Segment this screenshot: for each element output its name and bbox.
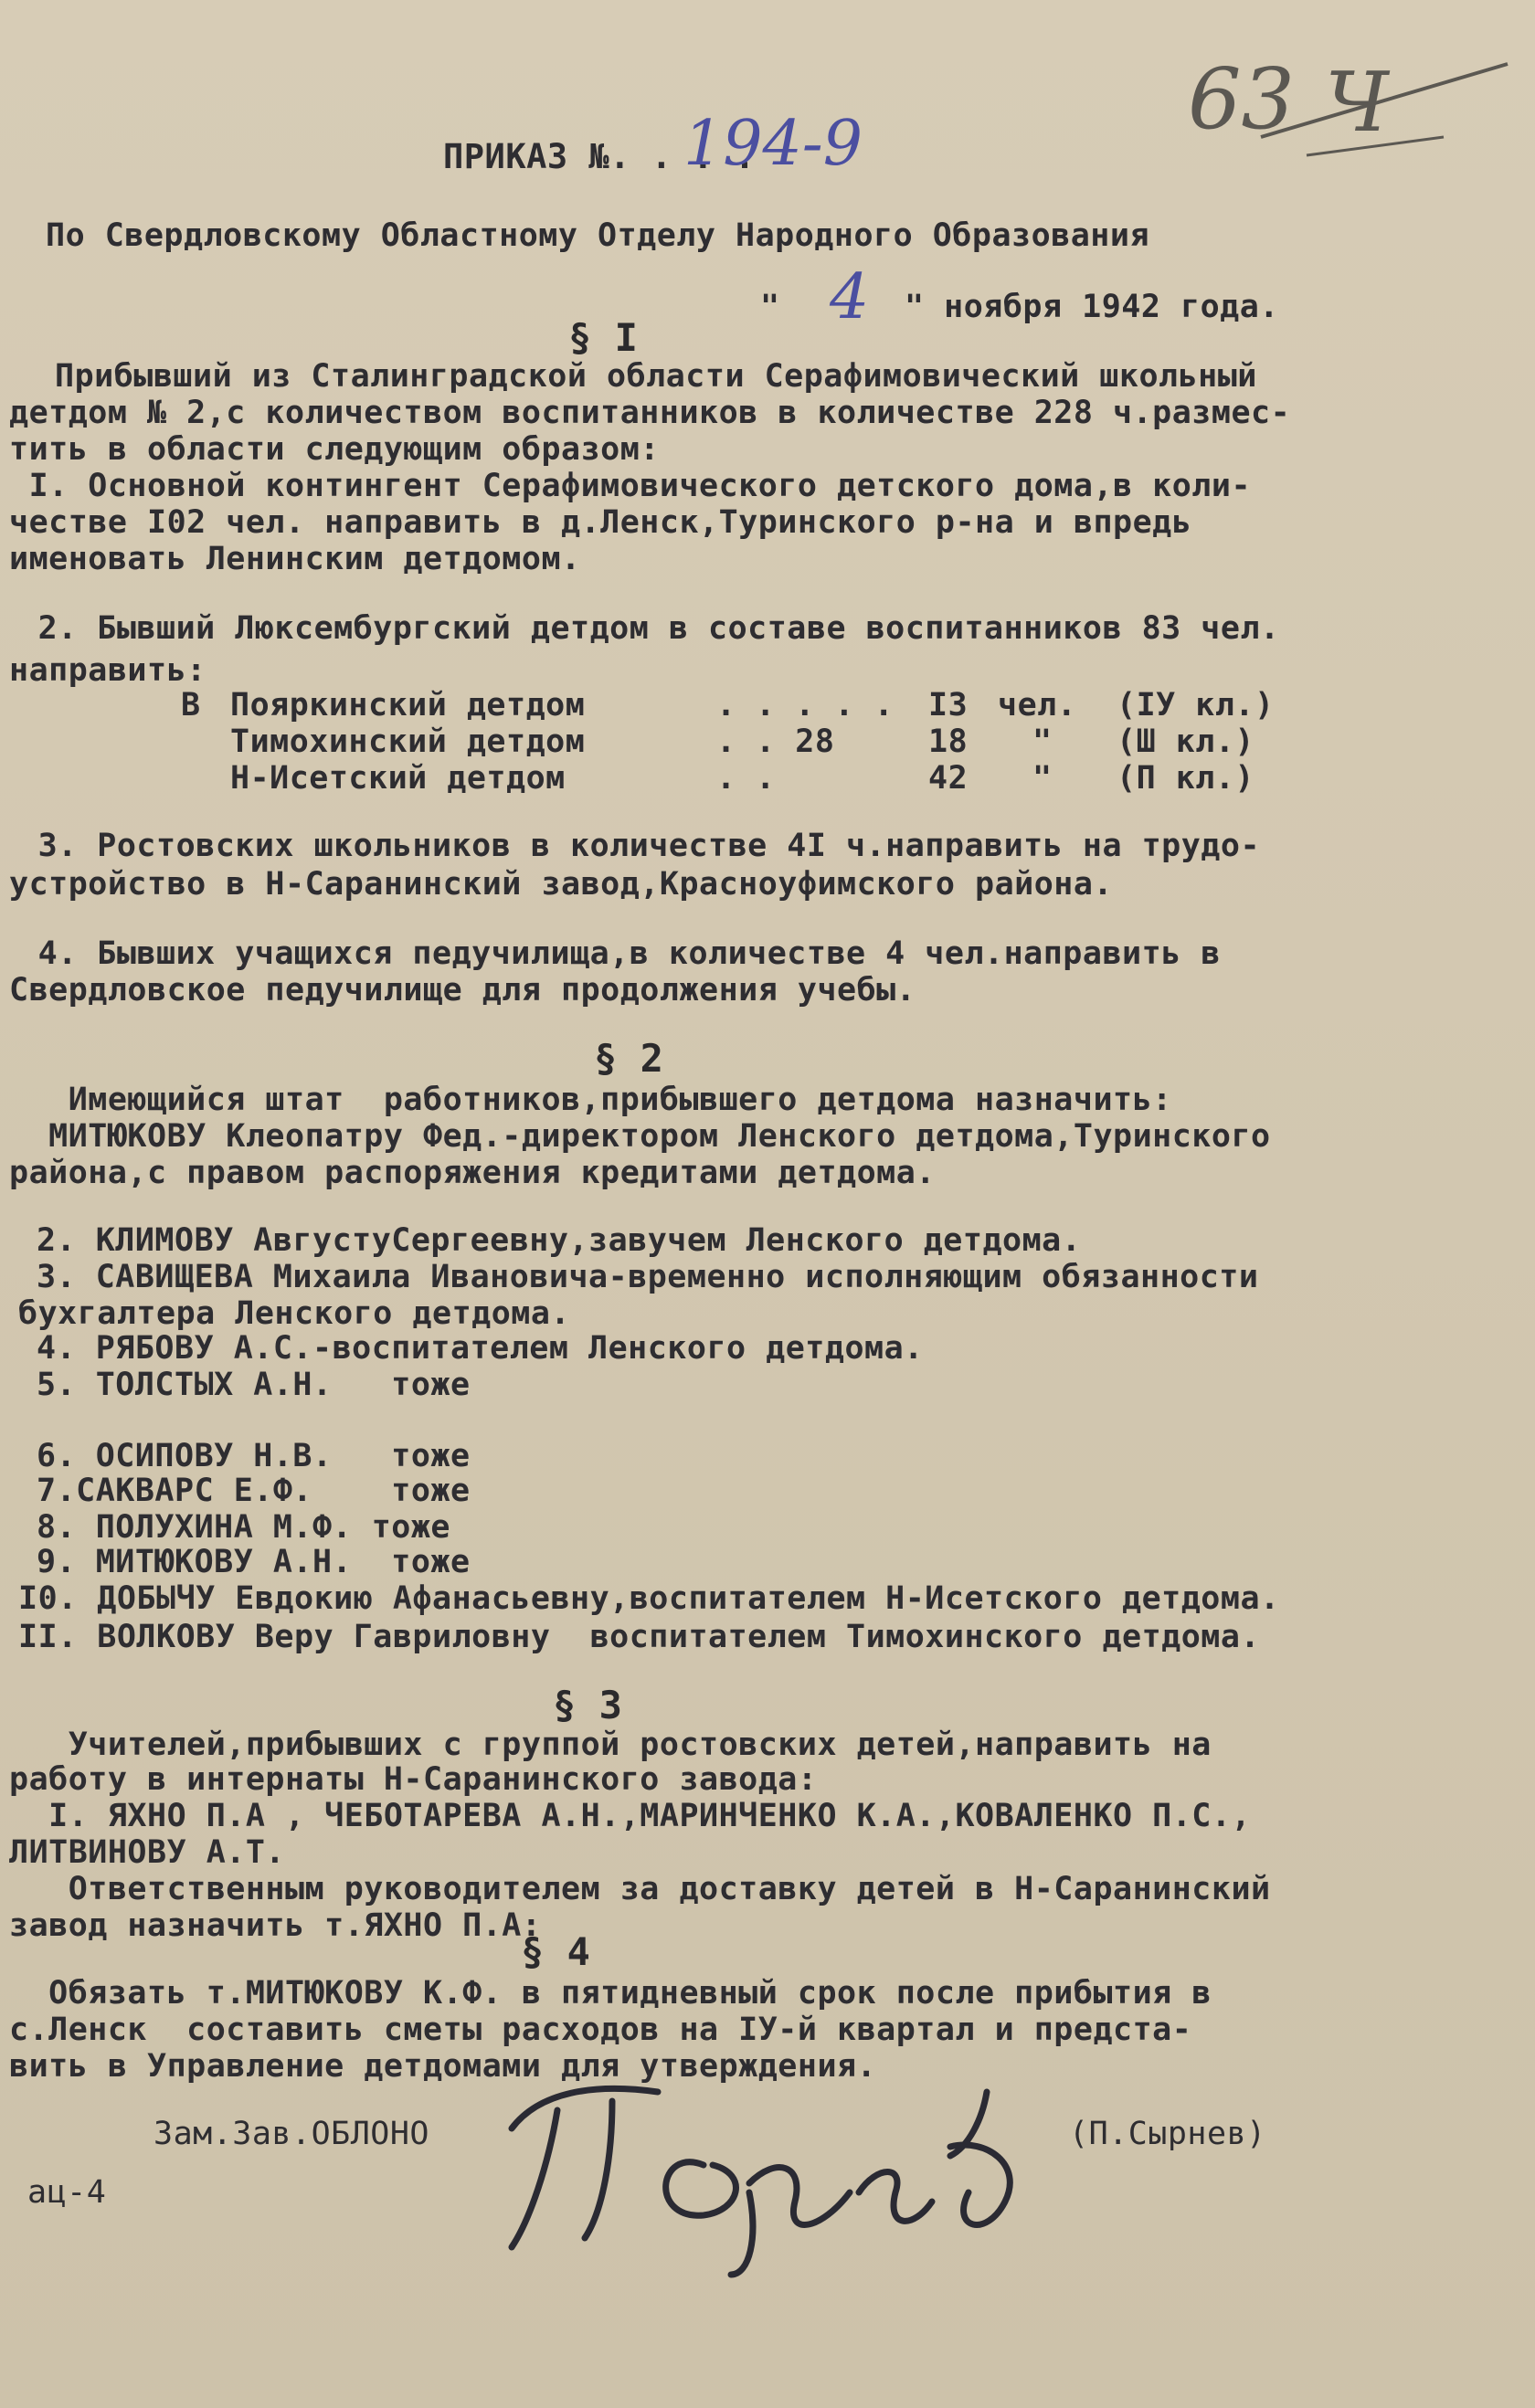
section-3-line: завод назначить т.ЯХНО П.А: <box>9 1907 542 1944</box>
section-4-line: с.Ленск составить сметы расходов на IУ-й квартал и предста- <box>9 2012 1192 2048</box>
appointment-line: II. ВОЛКОВУ Веру Гавриловну воспитателем Тимохинского детдома. <box>18 1619 1261 1655</box>
distribution-count: 18 <box>928 723 969 760</box>
appointment-line: 5. ТОЛСТЫХ А.Н. тоже <box>37 1367 471 1403</box>
order-title: ПРИКАЗ №. . . . <box>443 137 756 176</box>
distribution-prefix: В <box>181 687 201 723</box>
appointment-line: 7.САКВАРС Е.Ф. тоже <box>37 1473 471 1509</box>
appointment-line: 2. КЛИМОВУ АвгустуСергеевну,завучем Ленского детдома. <box>37 1222 1082 1259</box>
date-day: 4 <box>830 261 870 333</box>
distribution-count: 42 <box>928 760 969 797</box>
signatory-position: Зам.Зав.ОБЛОНО <box>154 2116 430 2152</box>
item-4-line-1: 4. Бывших учащихся педучилища,в количестве 4 чел.направить в <box>18 935 1221 972</box>
section-2-intro-line-3: района,с правом распоряжения кредитами детдома. <box>9 1155 936 1191</box>
signatory-name: (П.Сырнев) <box>1069 2116 1266 2152</box>
section-3-heading: § 3 <box>553 1683 622 1727</box>
archive-mark: 63 <box>1188 50 1296 148</box>
section-4-line: Обязать т.МИТЮКОВУ К.Ф. в пятидневный срок после прибытия в <box>9 1975 1212 2012</box>
appointment-line: I0. ДОБЫЧУ Евдокию Афанасьевну,воспитателем Н-Исетского детдома. <box>18 1580 1280 1617</box>
distribution-dots: . . . . . <box>716 687 895 723</box>
item-2-line-2: направить: <box>9 652 206 689</box>
department-title: По Свердловскому Областному Отделу Народного Образования <box>46 217 1150 254</box>
distribution-dots: . . 28 <box>716 723 835 760</box>
distribution-name: Н-Исетский детдом <box>230 760 566 797</box>
section-1-intro-line-1: Прибывший из Сталинградской области Серафимовический школьный <box>55 358 1257 395</box>
archive-strike-mark <box>1252 55 1526 183</box>
distribution-class: (П кл.) <box>1117 760 1255 797</box>
section-3-line: Учителей,прибывших с группой ростовских детей,направить на <box>9 1727 1212 1763</box>
handwritten-signature <box>475 2055 1060 2284</box>
section-1-heading: § I <box>568 315 638 360</box>
section-2-heading: § 2 <box>594 1036 663 1081</box>
distribution-unit: " <box>1032 723 1053 760</box>
section-1-intro-line-2: детдом № 2,с количеством воспитанников в количестве 228 ч.размес- <box>9 395 1291 431</box>
appointment-line: бухгалтера Ленского детдома. <box>18 1295 571 1332</box>
archive-mark-tail: Ч <box>1325 55 1389 151</box>
section-2-intro-line-1: Имеющийся штат работников,прибывшего детдома назначить: <box>9 1082 1172 1118</box>
section-3-line: I. ЯХНО П.А , ЧЕБОТАРЕВА А.Н.,МАРИНЧЕНКО К.А.,КОВАЛЕНКО П.С., <box>9 1798 1252 1834</box>
distribution-count: I3 <box>928 687 969 723</box>
item-1-line-1: I. Основной контингент Серафимовического детского дома,в коли- <box>9 468 1252 504</box>
item-1-line-2: честве I02 чел. направить в д.Ленск,Туринского р-на и впредь <box>9 504 1192 541</box>
section-1-intro-line-3: тить в области следующим образом: <box>9 431 660 468</box>
distribution-name: Тимохинский детдом <box>230 723 586 760</box>
distribution-class: (IУ кл.) <box>1117 687 1275 723</box>
appointment-line: 9. МИТЮКОВУ А.Н. тоже <box>37 1544 471 1580</box>
section-4-heading: § 4 <box>521 1929 590 1974</box>
appointment-line: 3. САВИЩЕВА Михаила Ивановича-временно исполняющим обязанности <box>37 1259 1259 1295</box>
distribution-class: (Ш кл.) <box>1117 723 1255 760</box>
footer-code: ац-4 <box>27 2174 107 2211</box>
distribution-unit: " <box>1032 760 1053 797</box>
appointment-line: 8. ПОЛУХИНА М.Ф. тоже <box>37 1509 451 1546</box>
order-number: 194-9 <box>683 108 863 180</box>
section-4-line: вить в Управление детдомами для утверждения. <box>9 2048 877 2085</box>
section-3-line: ЛИТВИНОВУ А.Т. <box>9 1834 286 1871</box>
distribution-unit: чел. <box>998 687 1077 723</box>
section-3-line: работу в интернаты Н-Саранинского завода: <box>9 1761 818 1798</box>
item-3-line-1: 3. Ростовских школьников в количестве 4I ч.направить на трудо- <box>18 828 1261 864</box>
item-3-line-2: устройство в Н-Саранинский завод,Красноуфимского района. <box>9 866 1114 903</box>
date-rest: " ноября 1942 года. <box>905 289 1279 325</box>
distribution-name: Пояркинский детдом <box>230 687 586 723</box>
item-1-line-3: именовать Ленинским детдомом. <box>9 541 581 577</box>
section-2-intro-line-2: МИТЮКОВУ Клеопатру Фед.-директором Ленского детдома,Туринского <box>9 1118 1271 1155</box>
date-quote-open: " <box>760 289 780 325</box>
appointment-line: 6. ОСИПОВУ Н.В. тоже <box>37 1438 471 1474</box>
appointment-line: 4. РЯБОВУ А.С.-воспитателем Ленского детдома. <box>37 1330 924 1367</box>
section-3-line: Ответственным руководителем за доставку детей в Н-Саранинский <box>9 1871 1271 1907</box>
item-4-line-2: Свердловское педучилище для продолжения учебы. <box>9 972 916 1009</box>
distribution-dots: . . <box>716 760 776 797</box>
item-2-line-1: 2. Бывший Люксембургский детдом в составе воспитанников 83 чел. <box>18 610 1280 647</box>
